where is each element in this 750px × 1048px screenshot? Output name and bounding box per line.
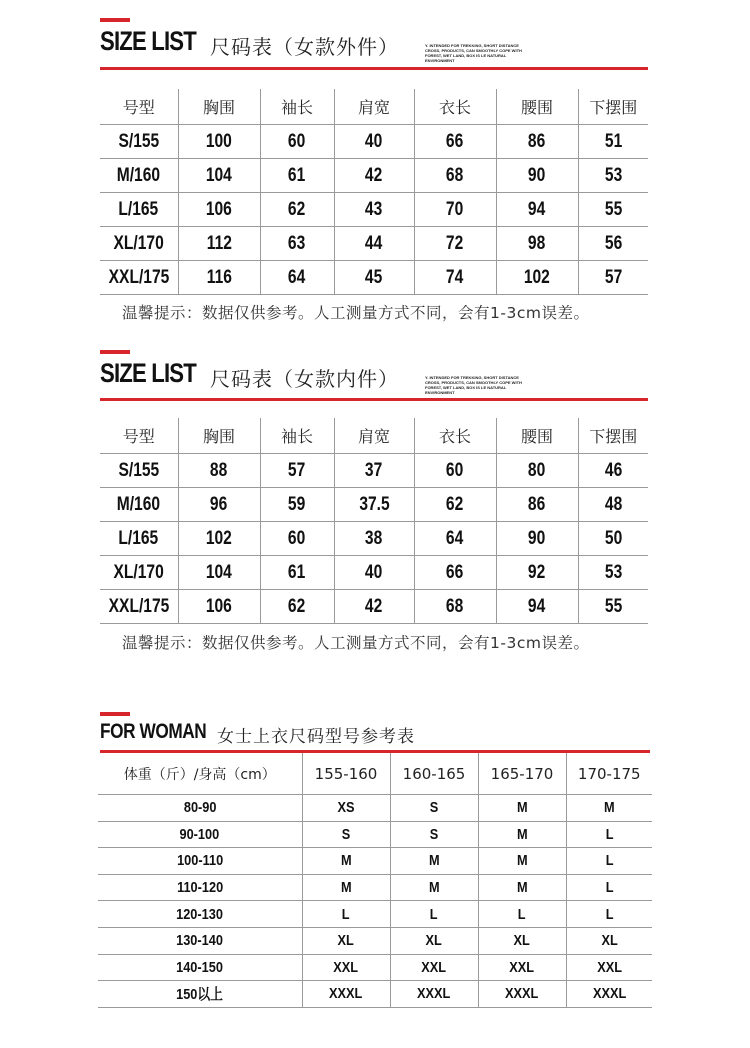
header-cell: 体重（斤）/身高（cm） <box>98 753 302 795</box>
table-cell: 40 <box>334 556 414 590</box>
table-cell: 94 <box>496 590 578 624</box>
table-cell: 59 <box>260 488 334 522</box>
table-cell: XL/170 <box>100 556 178 590</box>
table-cell: 66 <box>414 125 496 159</box>
table-row <box>100 261 648 295</box>
table-cell: XXL <box>390 954 478 981</box>
table-cell: XXXL <box>478 981 566 1008</box>
table-cell: L <box>566 848 652 875</box>
table-cell: S/155 <box>100 454 178 488</box>
table-cell: 120-130 <box>98 901 302 928</box>
header-cell: 衣长 <box>414 89 496 125</box>
table-cell: 64 <box>414 522 496 556</box>
table-cell: 80 <box>496 454 578 488</box>
header-cell: 腰围 <box>496 418 578 454</box>
header-cell: 160-165 <box>390 753 478 795</box>
size-reference-table <box>98 753 652 1008</box>
table-cell: M <box>302 874 390 901</box>
table-cell: 60 <box>260 522 334 556</box>
table-cell: 102 <box>496 261 578 295</box>
table-row <box>100 454 648 488</box>
table-row <box>100 125 648 159</box>
table-cell: L/165 <box>100 522 178 556</box>
table-cell: XS <box>302 795 390 822</box>
table-row <box>100 556 648 590</box>
table-cell: M <box>478 874 566 901</box>
table-cell: 104 <box>178 556 260 590</box>
header-cell: 170-175 <box>566 753 652 795</box>
table-cell: 66 <box>414 556 496 590</box>
table-cell: XXL <box>302 954 390 981</box>
table-cell: 50 <box>578 522 648 556</box>
table-cell: 106 <box>178 590 260 624</box>
table-cell: 74 <box>414 261 496 295</box>
table-cell: 94 <box>496 193 578 227</box>
table-cell: S <box>390 821 478 848</box>
table-cell: XL <box>302 927 390 954</box>
table-cell: 98 <box>496 227 578 261</box>
table-cell: 61 <box>260 159 334 193</box>
table-cell: M <box>566 795 652 822</box>
table-row <box>100 522 648 556</box>
size-table-outer <box>100 89 648 295</box>
header-cell: 腰围 <box>496 89 578 125</box>
section-title: SIZE LIST <box>100 26 196 56</box>
table-cell: 116 <box>178 261 260 295</box>
table-cell: 90 <box>496 522 578 556</box>
table-cell: 45 <box>334 261 414 295</box>
section-title: FOR WOMAN <box>100 720 207 743</box>
table-row <box>98 874 652 901</box>
header-cell: 下摆围 <box>578 89 648 125</box>
table-cell: XXL/175 <box>100 590 178 624</box>
table-cell: L/165 <box>100 193 178 227</box>
table-cell: L <box>390 901 478 928</box>
section-subtitle: 尺码表（女款外件） <box>210 35 399 59</box>
table-cell: 62 <box>260 193 334 227</box>
table-cell: 57 <box>578 261 648 295</box>
table-cell: 42 <box>334 590 414 624</box>
table-cell: 150以上 <box>98 981 302 1008</box>
table-cell: 100-110 <box>98 848 302 875</box>
table-row <box>100 159 648 193</box>
table-cell: 44 <box>334 227 414 261</box>
header-cell: 肩宽 <box>334 418 414 454</box>
table-cell: 63 <box>260 227 334 261</box>
header-cell: 袖长 <box>260 89 334 125</box>
table-cell: L <box>566 821 652 848</box>
section-subtitle: 尺码表（女款内件） <box>210 367 399 391</box>
table-cell: XXL/175 <box>100 261 178 295</box>
accent-bar <box>100 712 130 716</box>
table-cell: L <box>478 901 566 928</box>
table-cell: 88 <box>178 454 260 488</box>
table-cell: XXXL <box>390 981 478 1008</box>
table-cell: XXXL <box>566 981 652 1008</box>
table-cell: M <box>478 821 566 848</box>
table-row <box>100 227 648 261</box>
table-cell: S/155 <box>100 125 178 159</box>
fine-print: Y. INTENDED FOR TREKKING, SHORT DISTANCE CROSS, PRODUCTS, CAN SMOOTHLY COPE WITH FOREST, WET LAND, BOX IS LE NATURAL ENVIRONMENT <box>425 375 522 395</box>
table-header-row <box>100 418 648 454</box>
red-rule <box>100 398 648 401</box>
table-cell: XL <box>390 927 478 954</box>
header-cell: 胸围 <box>178 89 260 125</box>
table-cell: M/160 <box>100 159 178 193</box>
table-header-row <box>98 753 652 795</box>
table-cell: 53 <box>578 556 648 590</box>
table-cell: 140-150 <box>98 954 302 981</box>
table-cell: 104 <box>178 159 260 193</box>
table-cell: 64 <box>260 261 334 295</box>
header-cell: 胸围 <box>178 418 260 454</box>
table-cell: 38 <box>334 522 414 556</box>
table-cell: L <box>566 901 652 928</box>
table-row <box>100 590 648 624</box>
table-row <box>98 954 652 981</box>
table-cell: M <box>302 848 390 875</box>
table-row <box>98 821 652 848</box>
table-cell: 56 <box>578 227 648 261</box>
table-cell: 53 <box>578 159 648 193</box>
table-cell: 110-120 <box>98 874 302 901</box>
outer-size-section <box>100 18 648 328</box>
table-cell: XXXL <box>302 981 390 1008</box>
table-row <box>98 848 652 875</box>
table-cell: 61 <box>260 556 334 590</box>
section-title: SIZE LIST <box>100 358 196 388</box>
table-cell: 90-100 <box>98 821 302 848</box>
table-cell: 60 <box>414 454 496 488</box>
header-cell: 号型 <box>100 418 178 454</box>
table-cell: M <box>478 795 566 822</box>
header-cell: 衣长 <box>414 418 496 454</box>
table-cell: 86 <box>496 488 578 522</box>
table-row <box>98 927 652 954</box>
section-subtitle: 女士上衣尺码型号参考表 <box>217 727 415 747</box>
table-cell: M <box>390 874 478 901</box>
measurement-note: 温馨提示：数据仅供参考。人工测量方式不同，会有1-3cm误差。 <box>122 634 590 652</box>
table-cell: XL <box>566 927 652 954</box>
table-row <box>98 795 652 822</box>
table-cell: XL/170 <box>100 227 178 261</box>
table-cell: XXL <box>566 954 652 981</box>
table-cell: 62 <box>260 590 334 624</box>
table-cell: 102 <box>178 522 260 556</box>
table-cell: 106 <box>178 193 260 227</box>
table-cell: 130-140 <box>98 927 302 954</box>
size-table-inner <box>100 418 648 624</box>
table-cell: 100 <box>178 125 260 159</box>
red-rule <box>100 67 648 70</box>
table-cell: 55 <box>578 590 648 624</box>
table-cell: 40 <box>334 125 414 159</box>
table-row <box>98 981 652 1008</box>
table-row <box>98 901 652 928</box>
table-cell: XXL <box>478 954 566 981</box>
table-cell: 68 <box>414 159 496 193</box>
header-cell: 155-160 <box>302 753 390 795</box>
table-cell: 92 <box>496 556 578 590</box>
table-cell: L <box>302 901 390 928</box>
table-cell: S <box>302 821 390 848</box>
table-cell: L <box>566 874 652 901</box>
table-cell: 86 <box>496 125 578 159</box>
table-cell: 37.5 <box>334 488 414 522</box>
table-header-row <box>100 89 648 125</box>
accent-bar <box>100 350 130 354</box>
table-row <box>100 193 648 227</box>
header-cell: 肩宽 <box>334 89 414 125</box>
table-cell: 72 <box>414 227 496 261</box>
table-cell: 57 <box>260 454 334 488</box>
table-cell: 70 <box>414 193 496 227</box>
table-cell: M <box>478 848 566 875</box>
table-cell: M/160 <box>100 488 178 522</box>
header-cell: 号型 <box>100 89 178 125</box>
table-cell: 51 <box>578 125 648 159</box>
table-cell: 90 <box>496 159 578 193</box>
table-row <box>100 488 648 522</box>
table-cell: 37 <box>334 454 414 488</box>
fine-print: Y. INTENDED FOR TREKKING, SHORT DISTANCE CROSS, PRODUCTS, CAN SMOOTHLY COPE WITH FOREST, WET LAND, BOX IS LE NATURAL ENVIRONMENT <box>425 43 522 63</box>
table-cell: 62 <box>414 488 496 522</box>
table-cell: 80-90 <box>98 795 302 822</box>
table-cell: 112 <box>178 227 260 261</box>
table-cell: 55 <box>578 193 648 227</box>
table-cell: 46 <box>578 454 648 488</box>
measurement-note: 温馨提示：数据仅供参考。人工测量方式不同，会有1-3cm误差。 <box>122 304 590 322</box>
inner-size-section <box>100 350 648 660</box>
table-cell: 48 <box>578 488 648 522</box>
table-cell: 42 <box>334 159 414 193</box>
table-cell: 96 <box>178 488 260 522</box>
accent-bar <box>100 18 130 22</box>
header-cell: 袖长 <box>260 418 334 454</box>
table-cell: 60 <box>260 125 334 159</box>
table-cell: 43 <box>334 193 414 227</box>
table-cell: XL <box>478 927 566 954</box>
table-cell: M <box>390 848 478 875</box>
header-cell: 下摆围 <box>578 418 648 454</box>
table-cell: 68 <box>414 590 496 624</box>
table-cell: S <box>390 795 478 822</box>
header-cell: 165-170 <box>478 753 566 795</box>
